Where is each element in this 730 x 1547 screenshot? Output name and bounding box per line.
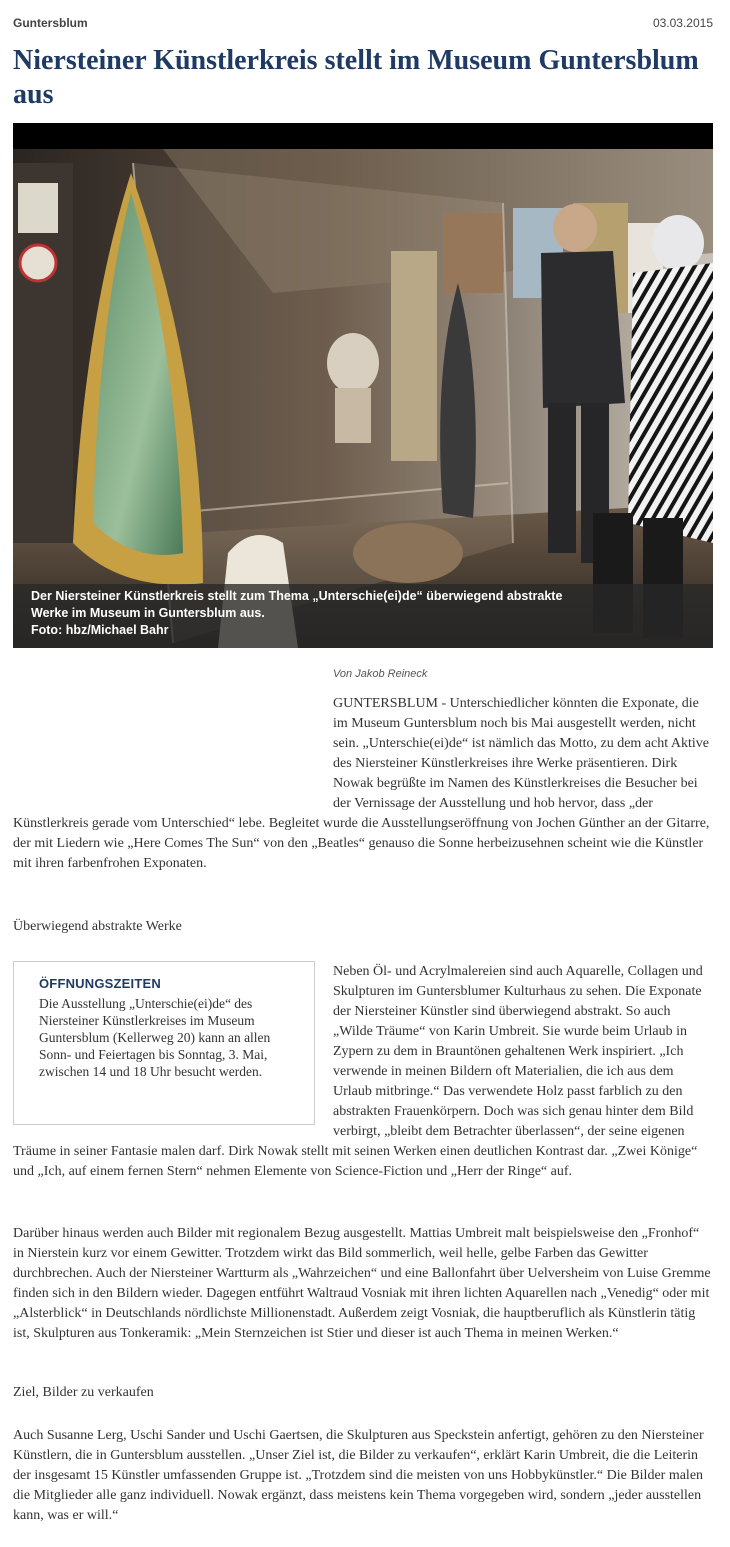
caption-line-2: Werke im Museum in Guntersblum aus. <box>31 606 265 620</box>
article-paragraph-3: Darüber hinaus werden auch Bilder mit regionalem Bezug ausgestellt. Mattias Umbreit malt beispielsweise den „Fronhof“ in Nierstein kurz vor einem Gewitter. Trotzdem wirkt das Bild sommerlich, weil helle, gelbe Farben das Gewitter durchbrechen. Auch der Niersteiner Wartturm als „Wahrzeichen“ und eine Ballonfahrt über Uelversheim von Luise Gremme finden sich in den Bildern wieder. Dagegen entführt Waltraud Vosniak mit ihren lichten Aquarellen nach „Venedig“ oder mit „Alsterblick“ in Deutschlands nördlichste Millionenstadt. Außerdem zeigt Vosniak, die hauptberuflich als Künstlerin tätig ist, Skulpturen aus Tonkeramik: „Mein Sternzeichen ist Stier und dieser ist auch Thema in meinen Werken.“ <box>13 1226 711 1341</box>
opening-hours-text: Die Ausstellung „Unterschie(ei)de“ des Niersteiner Künstlerkreises im Museum Guntersblum (Kellerweg 20) kann an allen Sonn- und Feiertagen bis Sonntag, 3. Mai, zwischen 14 und 18 Uhr besucht werden. <box>39 996 271 1079</box>
article-meta-bar <box>13 16 713 32</box>
article-title: Niersteiner Künstlerkreis stellt im Museum Guntersblum aus <box>13 45 699 110</box>
article-image[interactable] <box>13 123 713 648</box>
subheading-1: Überwiegend abstrakte Werke <box>13 919 182 934</box>
image-credit: Foto: hbz/Michael Bahr <box>31 623 169 637</box>
caption-line-1: Der Niersteiner Künstlerkreis stellt zum Thema „Unterschie(ei)de“ überwiegend abstrakte <box>31 589 563 603</box>
article-paragraph-1 <box>13 694 713 874</box>
paragraph-1-text: GUNTERSBLUM - Unterschiedlicher könnten die Exponate, die im Museum Guntersblum noch bis Mai ausgestellt werden, nicht sein. „Unterschie(ei)de“ ist nämlich das Motto, zu dem acht Aktive des Niersteiner Künstlerkreises ihre Werke präsentieren. Dirk Nowak begrüßte im Namen des Künstlerkreises die Besucher bei der Vernissage der Ausstellung und hob hervor, dass „der Künstlerkreis gerade vom Unterschied“ lebe. Begleitet wurde die Ausstellungseröffnung von Jochen Günther an der Gitarre, der mit Liedern wie „Here Comes The Sun“ von den „Beatles“ genauso die Sonne herbeizusehnen scheint wie die Künstler mit ihren farbenfrohen Exponaten. <box>13 696 710 871</box>
opening-hours-box <box>13 961 315 1125</box>
publish-date: 03.03.2015 <box>652 16 713 30</box>
paragraph-2-text: Neben Öl- und Acrylmalereien sind auch Aquarelle, Collagen und Skulpturen im Guntersblumer Kulturhaus zu sehen. Die Exponate der Niersteiner Künstler sind überwiegend abstrakt. So auch „Wilde Träume“ von Karin Umbreit. Sie wurde beim Urlaub in Zypern zu dem in Brauntönen gehaltenen Werk inspiriert. „Ich verwende in meinen Bildern oft Materialien, die ich aus dem Urlaub mitbringe.“ Das verwendete Holz passt farblich zu den abstrakten Frauenkörpern. Doch was sich genau hinter dem Bild verbirgt, „bleibt dem Betrachter überlassen“, der seine eigenen Träume in seiner Fantasie malen darf. Dirk Nowak stellt mit seinen Werken einen deutlichen Kontrast dar. „Zwei Könige“ und „Ich, auf einem fernen Stern“ nehmen Elemente von Science-Fiction und „Herr der Ringe“ auf. <box>13 964 703 1179</box>
subheading-2: Ziel, Bilder zu verkaufen <box>13 1385 154 1400</box>
image-caption <box>13 584 713 648</box>
article-paragraph-4: Auch Susanne Lerg, Uschi Sander und Uschi Gaertsen, die Skulpturen aus Speckstein anfertigt, gehören zu den Niersteiner Künstlern, die in Guntersblum ausstellen. „Unser Ziel ist, die Bilder zu verkaufen“, erklärt Karin Umbreit, die die Leiterin der insgesamt 15 Künstler umfassenden Gruppe ist. „Trotzdem sind die meisten von uns Hobbykünstler.“ Die Bilder malen die Mitglieder alle ganz individuell. Nowak ergänzt, dass meistens kein Thema vorgegeben wird, sondern „jeder ausstellen kann, was er will.“ <box>13 1428 704 1523</box>
opening-hours-title: ÖFFNUNGSZEITEN <box>39 976 161 991</box>
author-byline: Von Jakob Reineck <box>333 668 428 680</box>
left-whitespace <box>13 694 333 796</box>
museum-photo <box>13 123 713 648</box>
location-label: Guntersblum <box>13 16 88 30</box>
